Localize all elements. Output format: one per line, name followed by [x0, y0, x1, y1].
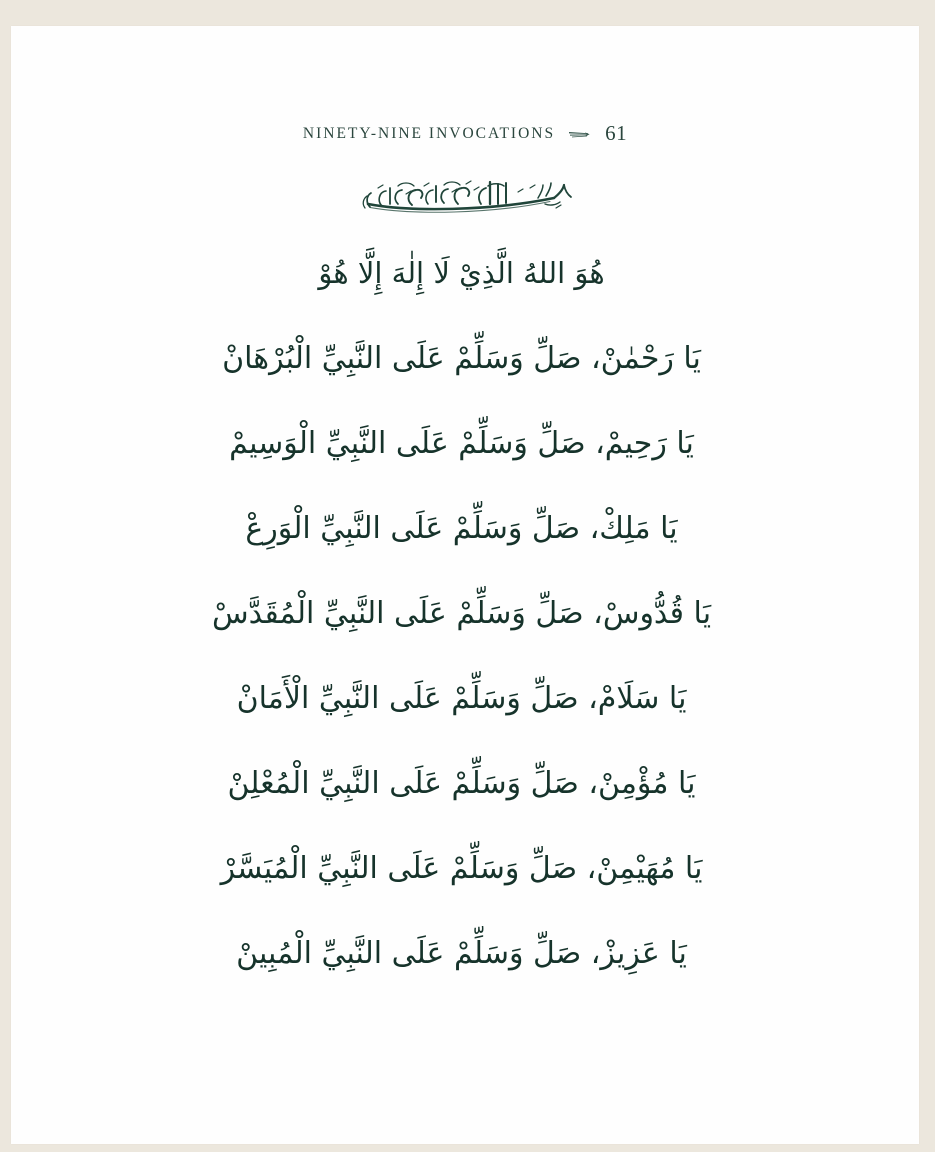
- running-head-title: NINETY-NINE INVOCATIONS: [302, 124, 556, 142]
- invocation-body: [66, 231, 857, 996]
- invocation-line: يَا مُهَيْمِنْ، صَلِّ وَسَلِّمْ عَلَى النَّبِيِّ الْمُيَسَّرْ: [220, 850, 703, 886]
- basmala: [11, 174, 919, 220]
- invocation-line: يَا سَلَامْ، صَلِّ وَسَلِّمْ عَلَى النَّبِيِّ الْأَمَانْ: [236, 680, 687, 716]
- page-number: 61: [605, 121, 628, 145]
- invocation-line: يَا عَزِيزْ، صَلِّ وَسَلِّمْ عَلَى النَّبِيِّ الْمُبِينْ: [236, 935, 687, 971]
- basmala-text: [340, 220, 341, 221]
- leaf-ornament-icon: [568, 129, 590, 141]
- basmala-calligraphy-icon: [340, 174, 590, 220]
- invocation-line: يَا رَحِيمْ، صَلِّ وَسَلِّمْ عَلَى النَّبِيِّ الْوَسِيمْ: [229, 425, 694, 461]
- invocation-line: يَا قُدُّوسْ، صَلِّ وَسَلِّمْ عَلَى النَّبِيِّ الْمُقَدَّسْ: [211, 595, 712, 631]
- invocation-line: يَا رَحْمٰنْ، صَلِّ وَسَلِّمْ عَلَى النَّبِيِّ الْبُرْهَانْ: [222, 340, 701, 376]
- page-sheet: [11, 26, 919, 1144]
- invocation-line: يَا مُؤْمِنْ، صَلِّ وَسَلِّمْ عَلَى النَّبِيِّ الْمُعْلِنْ: [227, 765, 696, 801]
- invocation-opening-line: هُوَ اللهُ الَّذِيْ لَا إِلٰهَ إِلَّا هُوْ: [318, 256, 605, 290]
- invocation-line: يَا مَلِكْ، صَلِّ وَسَلِّمْ عَلَى النَّبِيِّ الْوَرِعْ: [245, 510, 678, 546]
- running-head: [11, 121, 919, 146]
